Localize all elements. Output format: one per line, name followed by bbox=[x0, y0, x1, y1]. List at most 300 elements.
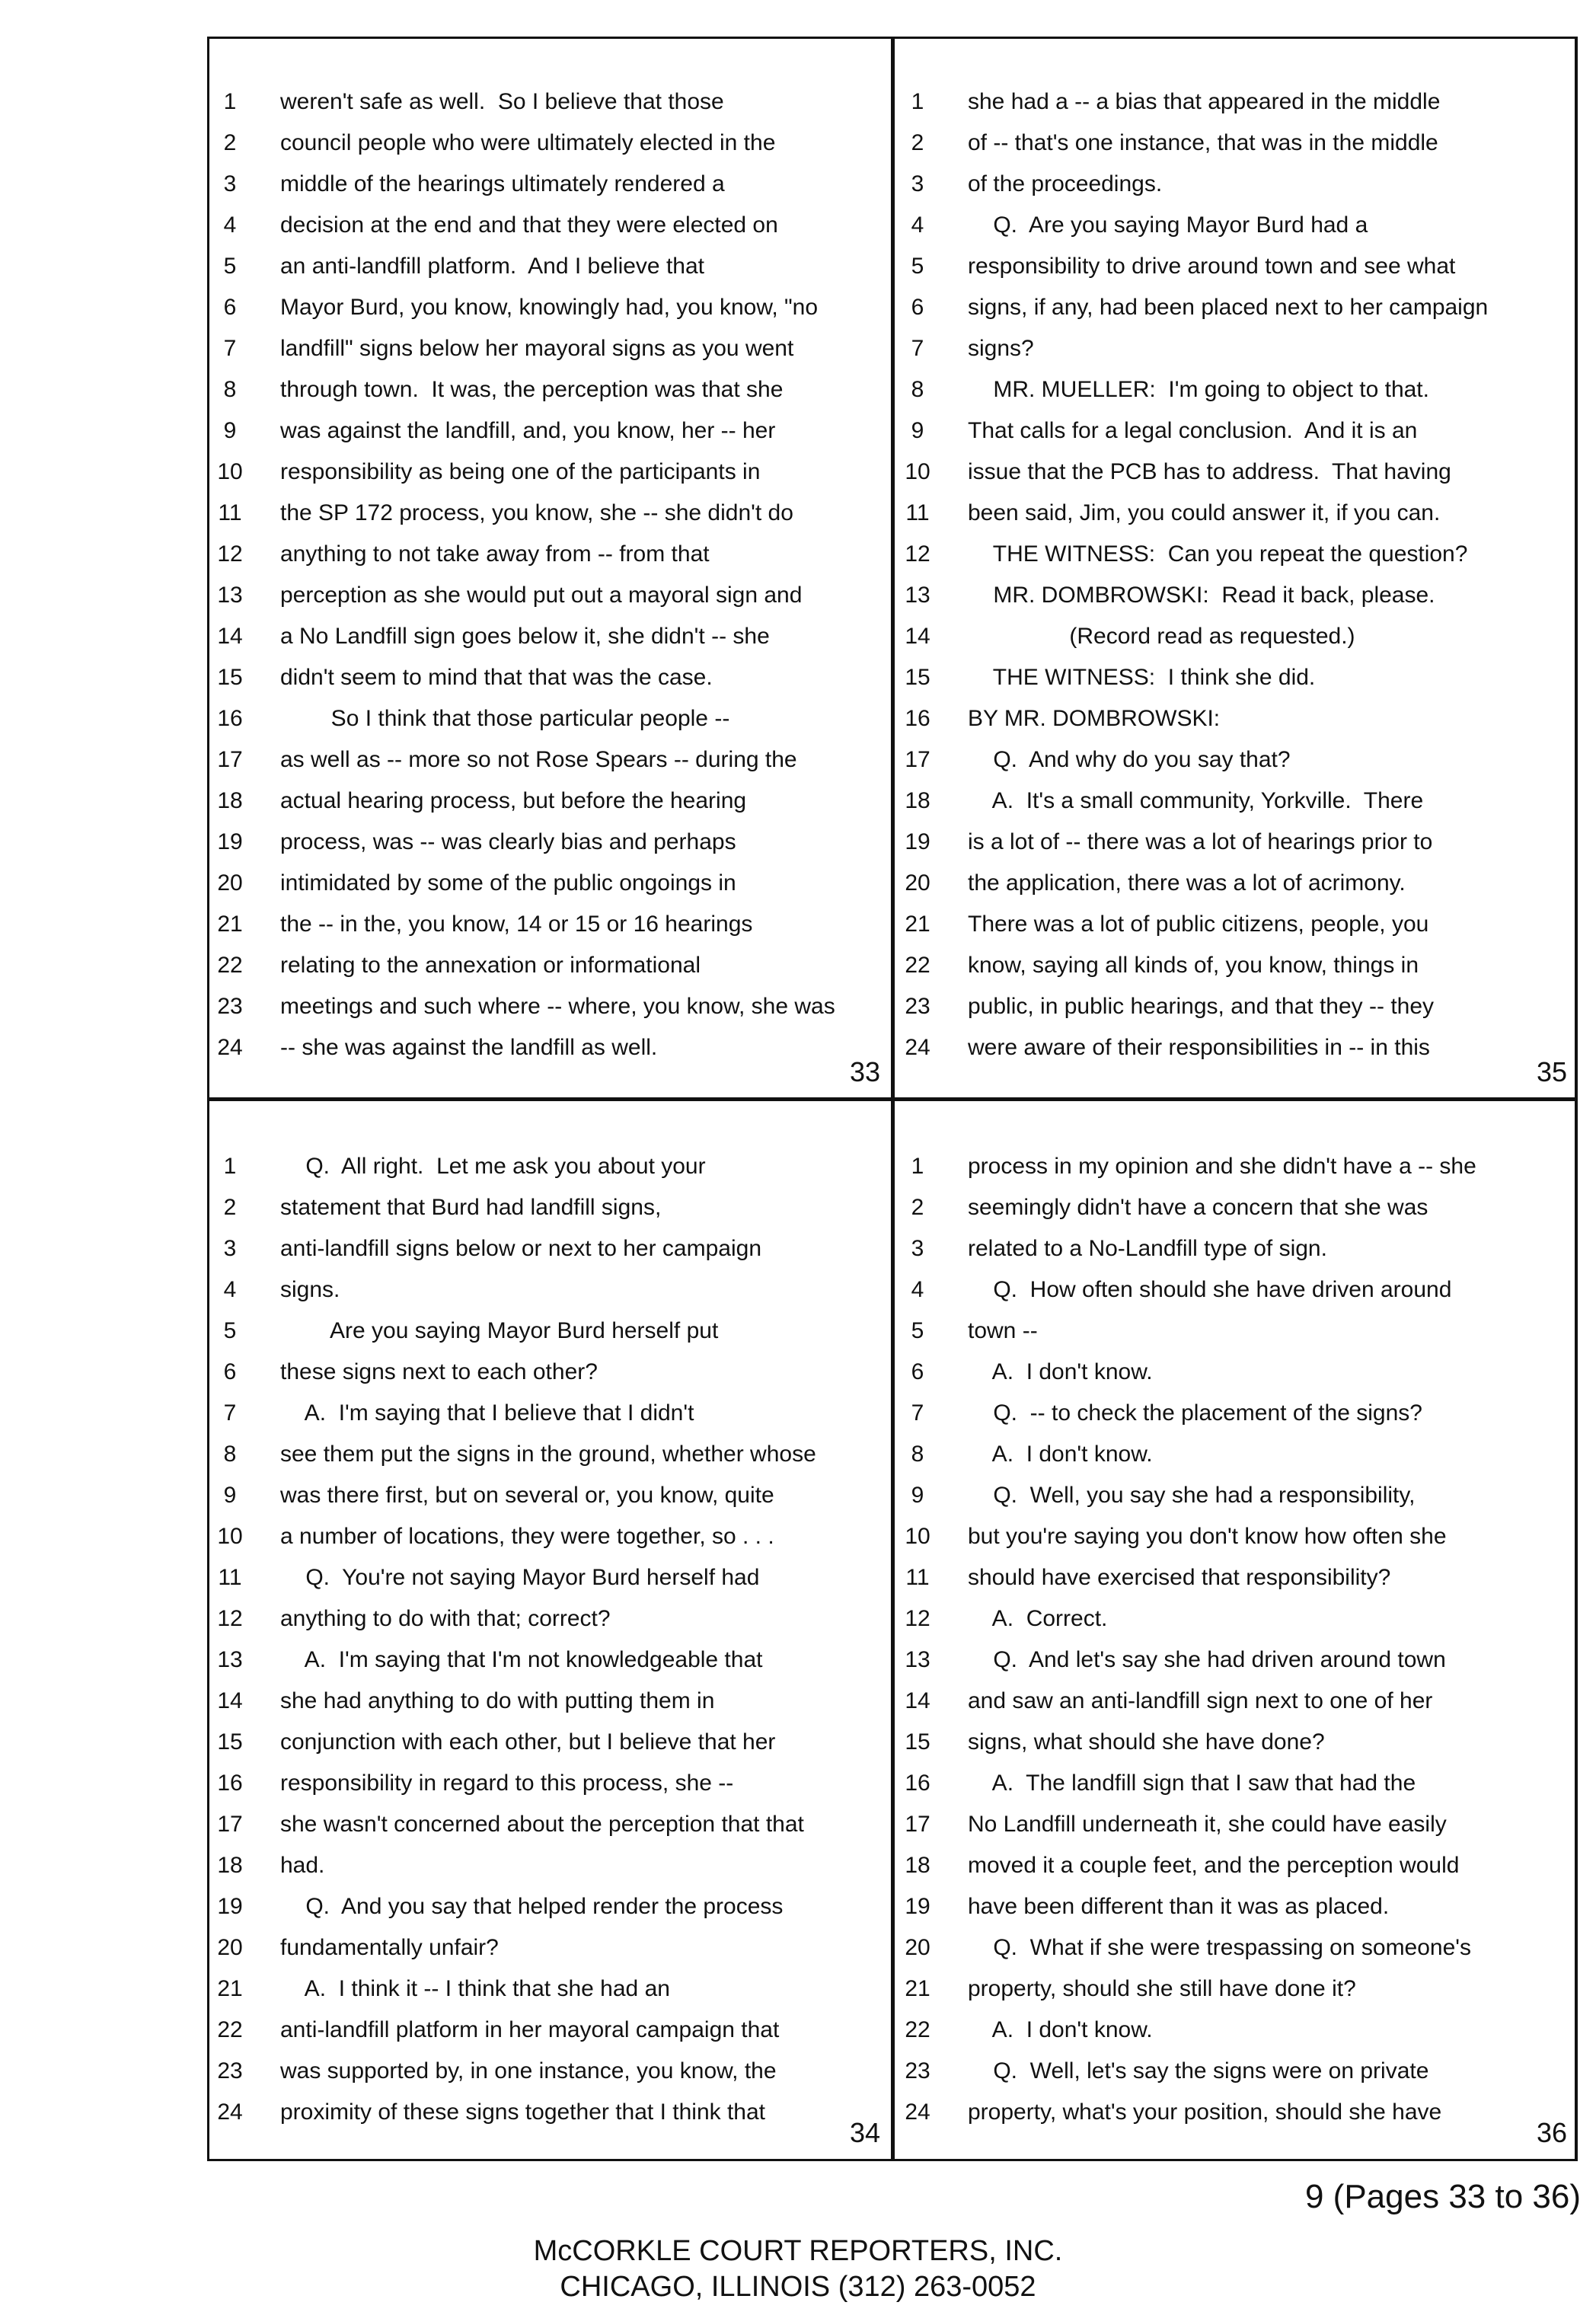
line-number: 22 bbox=[217, 2017, 243, 2042]
line-text: A. It's a small community, Yorkville. There bbox=[968, 788, 1424, 813]
line-text: anything to not take away from -- from that bbox=[280, 541, 710, 567]
transcript-line bbox=[207, 1927, 891, 1969]
line-text: signs, what should she have done? bbox=[968, 1729, 1325, 1755]
transcript-line bbox=[207, 328, 891, 369]
line-number: 19 bbox=[905, 829, 930, 854]
line-text: should have exercised that responsibility? bbox=[968, 1565, 1391, 1590]
transcript-line bbox=[895, 81, 1578, 123]
transcript-line bbox=[895, 1475, 1578, 1516]
line-number: 1 bbox=[911, 1154, 924, 1179]
line-text: process, was -- was clearly bias and perhaps bbox=[280, 829, 736, 854]
line-number: 20 bbox=[905, 1935, 930, 1960]
line-text: Q. And let's say she had driven around town bbox=[968, 1647, 1446, 1672]
transcript-line bbox=[895, 698, 1578, 739]
line-text: public, in public hearings, and that they -- they bbox=[968, 994, 1435, 1019]
transcript-line bbox=[895, 1434, 1578, 1475]
transcript-line bbox=[895, 1722, 1578, 1763]
transcript-line bbox=[895, 2010, 1578, 2051]
line-text: A. I don't know. bbox=[968, 2017, 1153, 2042]
transcript-line bbox=[895, 863, 1578, 904]
line-text: A. The landfill sign that I saw that had the bbox=[968, 1771, 1416, 1796]
transcript-line bbox=[895, 575, 1578, 616]
transcript-line bbox=[895, 1187, 1578, 1228]
transcript-line bbox=[895, 1886, 1578, 1927]
transcript-line bbox=[895, 1352, 1578, 1393]
line-text: an anti-landfill platform. And I believe that bbox=[280, 254, 704, 279]
line-number: 8 bbox=[223, 1442, 237, 1467]
line-number: 15 bbox=[217, 1729, 243, 1755]
transcript-line bbox=[207, 1475, 891, 1516]
transcript-line bbox=[895, 1640, 1578, 1681]
page-range-footer: 9 (Pages 33 to 36) bbox=[1304, 2178, 1581, 2215]
transcript-line bbox=[895, 534, 1578, 575]
line-number: 8 bbox=[223, 377, 237, 402]
line-number: 2 bbox=[223, 130, 237, 155]
page-number: 36 bbox=[1536, 2117, 1567, 2148]
line-text: she had a -- a bias that appeared in the middle bbox=[968, 89, 1441, 114]
transcript-line bbox=[207, 2010, 891, 2051]
line-text: signs. bbox=[280, 1277, 340, 1302]
line-number: 9 bbox=[911, 1483, 924, 1508]
line-text: fundamentally unfair? bbox=[280, 1935, 499, 1960]
transcript-line bbox=[207, 1640, 891, 1681]
line-text: of -- that's one instance, that was in the middle bbox=[968, 130, 1438, 155]
line-number: 13 bbox=[905, 1647, 930, 1672]
transcript-line bbox=[895, 986, 1578, 1027]
transcript-line bbox=[895, 493, 1578, 534]
transcript-line bbox=[895, 822, 1578, 863]
transcript-line bbox=[207, 534, 891, 575]
transcript-line bbox=[207, 781, 891, 822]
transcript-line bbox=[895, 1804, 1578, 1845]
line-text: Are you saying Mayor Burd herself put bbox=[280, 1318, 719, 1343]
line-text: Mayor Burd, you know, knowingly had, you know, "no bbox=[280, 295, 819, 320]
transcript-line bbox=[207, 657, 891, 698]
transcript-line bbox=[895, 1845, 1578, 1886]
transcript-line bbox=[895, 945, 1578, 986]
line-text: perception as she would put out a mayoral sign and bbox=[280, 583, 803, 608]
transcript-line bbox=[895, 452, 1578, 493]
transcript-line bbox=[207, 2051, 891, 2092]
line-number: 11 bbox=[218, 500, 242, 525]
transcript-line bbox=[207, 1027, 891, 1068]
transcript-line bbox=[207, 575, 891, 616]
page-number: 33 bbox=[849, 1056, 880, 1087]
page-number: 34 bbox=[849, 2117, 880, 2148]
line-text: signs, if any, had been placed next to her campaign bbox=[968, 295, 1489, 320]
transcript-line bbox=[895, 1311, 1578, 1352]
line-text: A. I think it -- I think that she had an bbox=[280, 1976, 670, 2001]
line-number: 4 bbox=[911, 1277, 924, 1302]
line-text: property, should she still have done it? bbox=[968, 1976, 1356, 2001]
line-text: property, what's your position, should she have bbox=[968, 2099, 1442, 2125]
line-text: A. I don't know. bbox=[968, 1442, 1153, 1467]
line-number: 6 bbox=[911, 1359, 924, 1384]
line-text: MR. MUELLER: I'm going to object to that. bbox=[968, 377, 1429, 402]
line-text: have been different than it was as placed. bbox=[968, 1894, 1390, 1919]
line-text: anti-landfill signs below or next to her campaign bbox=[280, 1236, 762, 1261]
transcript-line bbox=[207, 1393, 891, 1434]
transcript-line bbox=[895, 1228, 1578, 1269]
line-text: was against the landfill, and, you know, her -- her bbox=[280, 418, 776, 443]
line-number: 18 bbox=[905, 1853, 930, 1878]
transcript-line bbox=[207, 123, 891, 164]
line-text: moved it a couple feet, and the perception would bbox=[968, 1853, 1460, 1878]
line-text: middle of the hearings ultimately rendered a bbox=[280, 171, 725, 196]
transcript-line bbox=[207, 2092, 891, 2133]
line-text: process in my opinion and she didn't have a -- she bbox=[968, 1154, 1476, 1179]
line-text: A. I'm saying that I'm not knowledgeable that bbox=[280, 1647, 763, 1672]
transcript-line bbox=[207, 1886, 891, 1927]
line-number: 15 bbox=[217, 665, 243, 690]
line-text: Q. How often should she have driven around bbox=[968, 1277, 1452, 1302]
transcript-line bbox=[207, 1722, 891, 1763]
line-text: BY MR. DOMBROWSKI: bbox=[968, 706, 1221, 731]
line-number: 22 bbox=[217, 953, 243, 978]
line-text: issue that the PCB has to address. That having bbox=[968, 459, 1451, 484]
line-text: these signs next to each other? bbox=[280, 1359, 598, 1384]
line-number: 12 bbox=[905, 1606, 930, 1631]
line-number: 23 bbox=[217, 2058, 243, 2084]
line-number: 8 bbox=[911, 1442, 924, 1467]
court-reporter-location: CHICAGO, ILLINOIS (312) 263-0052 bbox=[560, 2271, 1036, 2303]
page-36-panel bbox=[895, 1101, 1578, 2161]
line-number: 22 bbox=[905, 953, 930, 978]
transcript-line bbox=[895, 369, 1578, 410]
transcript-line bbox=[207, 452, 891, 493]
line-text: weren't safe as well. So I believe that those bbox=[280, 89, 724, 114]
line-number: 19 bbox=[217, 1894, 243, 1919]
transcript-line bbox=[895, 123, 1578, 164]
line-text: Q. -- to check the placement of the signs? bbox=[968, 1400, 1422, 1426]
line-number: 15 bbox=[905, 1729, 930, 1755]
line-number: 16 bbox=[905, 706, 930, 731]
line-text: Q. All right. Let me ask you about your bbox=[280, 1154, 706, 1179]
line-number: 23 bbox=[905, 2058, 930, 2084]
line-text: through town. It was, the perception was that she bbox=[280, 377, 784, 402]
line-number: 1 bbox=[223, 1154, 237, 1179]
line-text: the application, there was a lot of acrimony. bbox=[968, 870, 1406, 896]
line-number: 12 bbox=[217, 1606, 243, 1631]
line-text: A. I don't know. bbox=[968, 1359, 1153, 1384]
line-number: 2 bbox=[911, 130, 924, 155]
line-number: 7 bbox=[223, 336, 237, 361]
line-number: 13 bbox=[217, 583, 243, 608]
line-number: 5 bbox=[223, 254, 237, 279]
line-number: 7 bbox=[223, 1400, 237, 1426]
line-text: see them put the signs in the ground, whether whose bbox=[280, 1442, 816, 1467]
line-number: 19 bbox=[905, 1894, 930, 1919]
line-number: 12 bbox=[217, 541, 243, 567]
line-number: 4 bbox=[911, 212, 924, 238]
line-text: of the proceedings. bbox=[968, 171, 1163, 196]
line-number: 4 bbox=[223, 1277, 237, 1302]
line-number: 9 bbox=[223, 1483, 237, 1508]
line-text: seemingly didn't have a concern that she was bbox=[968, 1195, 1428, 1220]
line-text: she wasn't concerned about the perception that that bbox=[280, 1812, 804, 1837]
line-text: So I think that those particular people -- bbox=[280, 706, 730, 731]
line-text: decision at the end and that they were elected on bbox=[280, 212, 778, 238]
line-text: council people who were ultimately elected in the bbox=[280, 130, 776, 155]
line-text: know, saying all kinds of, you know, things in bbox=[968, 953, 1419, 978]
transcript-line bbox=[207, 863, 891, 904]
line-number: 24 bbox=[905, 1035, 930, 1060]
line-text: landfill" signs below her mayoral signs as you went bbox=[280, 336, 794, 361]
line-text: anything to do with that; correct? bbox=[280, 1606, 611, 1631]
line-text: THE WITNESS: I think she did. bbox=[968, 665, 1316, 690]
transcript-line bbox=[895, 328, 1578, 369]
page-number: 35 bbox=[1536, 1056, 1567, 1087]
line-number: 21 bbox=[905, 912, 930, 937]
line-number: 15 bbox=[905, 665, 930, 690]
line-text: responsibility in regard to this process, she -- bbox=[280, 1771, 734, 1796]
transcript-line bbox=[207, 1804, 891, 1845]
transcript-line bbox=[895, 164, 1578, 205]
line-text: proximity of these signs together that I think that bbox=[280, 2099, 766, 2125]
line-number: 10 bbox=[905, 459, 930, 484]
transcript-line bbox=[207, 1311, 891, 1352]
line-text: No Landfill underneath it, she could have easily bbox=[968, 1812, 1447, 1837]
transcript-line bbox=[207, 945, 891, 986]
transcript-line bbox=[207, 246, 891, 287]
line-text: Q. And why do you say that? bbox=[968, 747, 1291, 772]
line-number: 5 bbox=[911, 254, 924, 279]
transcript-line bbox=[207, 822, 891, 863]
line-number: 14 bbox=[217, 624, 243, 649]
line-number: 10 bbox=[217, 1524, 243, 1549]
line-number: 23 bbox=[217, 994, 243, 1019]
transcript-line bbox=[207, 1146, 891, 1187]
line-number: 10 bbox=[905, 1524, 930, 1549]
transcript-line bbox=[895, 1763, 1578, 1804]
line-number: 20 bbox=[217, 870, 243, 896]
line-text: the -- in the, you know, 14 or 15 or 16 hearings bbox=[280, 912, 753, 937]
transcript-line bbox=[895, 287, 1578, 328]
line-number: 5 bbox=[911, 1318, 924, 1343]
line-text: Q. Well, you say she had a responsibility, bbox=[968, 1483, 1416, 1508]
line-text: as well as -- more so not Rose Spears -- during the bbox=[280, 747, 797, 772]
line-number: 14 bbox=[217, 1688, 243, 1713]
transcript-line bbox=[207, 1352, 891, 1393]
transcript-line bbox=[895, 1027, 1578, 1068]
line-number: 1 bbox=[223, 89, 237, 114]
transcript-line bbox=[207, 1681, 891, 1722]
transcript-line bbox=[895, 1393, 1578, 1434]
line-text: were aware of their responsibilities in -- in this bbox=[968, 1035, 1430, 1060]
transcript-line bbox=[207, 1434, 891, 1475]
line-text: -- she was against the landfill as well. bbox=[280, 1035, 658, 1060]
line-number: 17 bbox=[217, 1812, 243, 1837]
line-number: 3 bbox=[223, 171, 237, 196]
line-text: Q. Well, let's say the signs were on private bbox=[968, 2058, 1429, 2084]
transcript-line bbox=[895, 246, 1578, 287]
line-text: was there first, but on several or, you know, quite bbox=[280, 1483, 774, 1508]
line-text: relating to the annexation or informational bbox=[280, 953, 701, 978]
transcript-line bbox=[207, 1763, 891, 1804]
line-number: 6 bbox=[223, 295, 237, 320]
line-text: A. Correct. bbox=[968, 1606, 1108, 1631]
line-number: 16 bbox=[905, 1771, 930, 1796]
transcript-line bbox=[207, 616, 891, 657]
transcript-line bbox=[207, 1598, 891, 1640]
line-text: been said, Jim, you could answer it, if you can. bbox=[968, 500, 1441, 525]
transcript-line bbox=[207, 1187, 891, 1228]
line-text: a No Landfill sign goes below it, she didn't -- she bbox=[280, 624, 770, 649]
line-number: 14 bbox=[905, 624, 930, 649]
line-text: a number of locations, they were together, so . . . bbox=[280, 1524, 774, 1549]
transcript-line bbox=[207, 1228, 891, 1269]
transcript-line bbox=[207, 493, 891, 534]
transcript-line bbox=[207, 205, 891, 246]
line-text: but you're saying you don't know how often she bbox=[968, 1524, 1447, 1549]
line-text: conjunction with each other, but I believe that her bbox=[280, 1729, 776, 1755]
line-number: 6 bbox=[911, 295, 924, 320]
transcript-line bbox=[207, 1969, 891, 2010]
transcript-line bbox=[207, 739, 891, 781]
transcript-line bbox=[895, 1681, 1578, 1722]
line-text: (Record read as requested.) bbox=[968, 624, 1355, 649]
line-number: 17 bbox=[905, 747, 930, 772]
line-number: 7 bbox=[911, 336, 924, 361]
line-number: 8 bbox=[911, 377, 924, 402]
line-text: meetings and such where -- where, you know, she was bbox=[280, 994, 835, 1019]
line-text: anti-landfill platform in her mayoral campaign that bbox=[280, 2017, 780, 2042]
line-number: 20 bbox=[905, 870, 930, 896]
line-text: had. bbox=[280, 1853, 325, 1878]
page-34-panel bbox=[207, 1101, 891, 2161]
page-35-panel bbox=[895, 37, 1578, 1097]
line-number: 21 bbox=[905, 1976, 930, 2001]
court-reporter-company: McCORKLE COURT REPORTERS, INC. bbox=[533, 2235, 1063, 2267]
line-number: 1 bbox=[911, 89, 924, 114]
line-number: 11 bbox=[905, 500, 930, 525]
transcript-line bbox=[207, 698, 891, 739]
transcript-grid bbox=[207, 37, 1578, 2161]
transcript-line bbox=[895, 1969, 1578, 2010]
line-number: 14 bbox=[905, 1688, 930, 1713]
line-number: 21 bbox=[217, 912, 243, 937]
line-number: 18 bbox=[217, 1853, 243, 1878]
transcript-line bbox=[895, 1146, 1578, 1187]
line-text: the SP 172 process, you know, she -- she didn't do bbox=[280, 500, 793, 525]
transcript-line bbox=[207, 164, 891, 205]
line-text: There was a lot of public citizens, people, you bbox=[968, 912, 1429, 937]
line-number: 13 bbox=[217, 1647, 243, 1672]
line-number: 24 bbox=[905, 2099, 930, 2125]
line-number: 5 bbox=[223, 1318, 237, 1343]
line-number: 20 bbox=[217, 1935, 243, 1960]
line-number: 10 bbox=[217, 459, 243, 484]
transcript-line bbox=[207, 410, 891, 452]
transcript-line bbox=[895, 410, 1578, 452]
line-number: 21 bbox=[217, 1976, 243, 2001]
line-text: Q. You're not saying Mayor Burd herself had bbox=[280, 1565, 760, 1590]
line-number: 16 bbox=[217, 1771, 243, 1796]
line-number: 2 bbox=[911, 1195, 924, 1220]
line-text: Q. Are you saying Mayor Burd had a bbox=[968, 212, 1368, 238]
line-text: town -- bbox=[968, 1318, 1038, 1343]
transcript-line bbox=[207, 1557, 891, 1598]
line-text: A. I'm saying that I believe that I didn't bbox=[280, 1400, 694, 1426]
line-number: 17 bbox=[217, 747, 243, 772]
transcript-line bbox=[207, 1845, 891, 1886]
line-number: 3 bbox=[223, 1236, 237, 1261]
line-number: 13 bbox=[905, 583, 930, 608]
line-number: 3 bbox=[911, 1236, 924, 1261]
line-number: 22 bbox=[905, 2017, 930, 2042]
line-text: statement that Burd had landfill signs, bbox=[280, 1195, 662, 1220]
line-number: 24 bbox=[217, 2099, 243, 2125]
line-number: 24 bbox=[217, 1035, 243, 1060]
transcript-line bbox=[207, 1516, 891, 1557]
line-text: and saw an anti-landfill sign next to one of her bbox=[968, 1688, 1433, 1713]
line-text: Q. What if she were trespassing on someone's bbox=[968, 1935, 1472, 1960]
line-text: didn't seem to mind that that was the case. bbox=[280, 665, 713, 690]
line-text: actual hearing process, but before the hearing bbox=[280, 788, 747, 813]
page-33-panel bbox=[207, 37, 891, 1097]
transcript-line bbox=[207, 1269, 891, 1311]
line-text: is a lot of -- there was a lot of hearings prior to bbox=[968, 829, 1433, 854]
line-number: 2 bbox=[223, 1195, 237, 1220]
transcript-line bbox=[895, 904, 1578, 945]
transcript-line bbox=[207, 81, 891, 123]
line-number: 4 bbox=[223, 212, 237, 238]
transcript-line bbox=[207, 986, 891, 1027]
transcript-line bbox=[895, 739, 1578, 781]
transcript-line bbox=[895, 2051, 1578, 2092]
line-number: 11 bbox=[905, 1565, 930, 1590]
line-text: intimidated by some of the public ongoings in bbox=[280, 870, 736, 896]
transcript-line bbox=[895, 1927, 1578, 1969]
transcript-line bbox=[895, 205, 1578, 246]
transcript-line bbox=[895, 1557, 1578, 1598]
line-number: 19 bbox=[217, 829, 243, 854]
line-number: 23 bbox=[905, 994, 930, 1019]
line-number: 6 bbox=[223, 1359, 237, 1384]
line-text: responsibility to drive around town and see what bbox=[968, 254, 1456, 279]
line-number: 16 bbox=[217, 706, 243, 731]
transcript-line bbox=[895, 2092, 1578, 2133]
transcript-line bbox=[207, 904, 891, 945]
line-number: 17 bbox=[905, 1812, 930, 1837]
line-number: 12 bbox=[905, 541, 930, 567]
transcript-line bbox=[207, 369, 891, 410]
line-text: Q. And you say that helped render the process bbox=[280, 1894, 784, 1919]
transcript-line bbox=[207, 287, 891, 328]
line-number: 9 bbox=[911, 418, 924, 443]
line-text: was supported by, in one instance, you know, the bbox=[280, 2058, 777, 2084]
line-number: 9 bbox=[223, 418, 237, 443]
line-text: THE WITNESS: Can you repeat the question? bbox=[968, 541, 1468, 567]
line-text: MR. DOMBROWSKI: Read it back, please. bbox=[968, 583, 1435, 608]
line-number: 3 bbox=[911, 171, 924, 196]
transcript-line bbox=[895, 781, 1578, 822]
line-text: That calls for a legal conclusion. And it is an bbox=[968, 418, 1418, 443]
transcript-line bbox=[895, 1269, 1578, 1311]
line-number: 7 bbox=[911, 1400, 924, 1426]
transcript-line bbox=[895, 657, 1578, 698]
line-number: 11 bbox=[218, 1565, 242, 1590]
line-number: 18 bbox=[217, 788, 243, 813]
line-number: 18 bbox=[905, 788, 930, 813]
transcript-line bbox=[895, 1516, 1578, 1557]
line-text: signs? bbox=[968, 336, 1034, 361]
line-text: related to a No-Landfill type of sign. bbox=[968, 1236, 1327, 1261]
line-text: she had anything to do with putting them in bbox=[280, 1688, 715, 1713]
transcript-line bbox=[895, 616, 1578, 657]
line-text: responsibility as being one of the participants in bbox=[280, 459, 761, 484]
transcript-line bbox=[895, 1598, 1578, 1640]
